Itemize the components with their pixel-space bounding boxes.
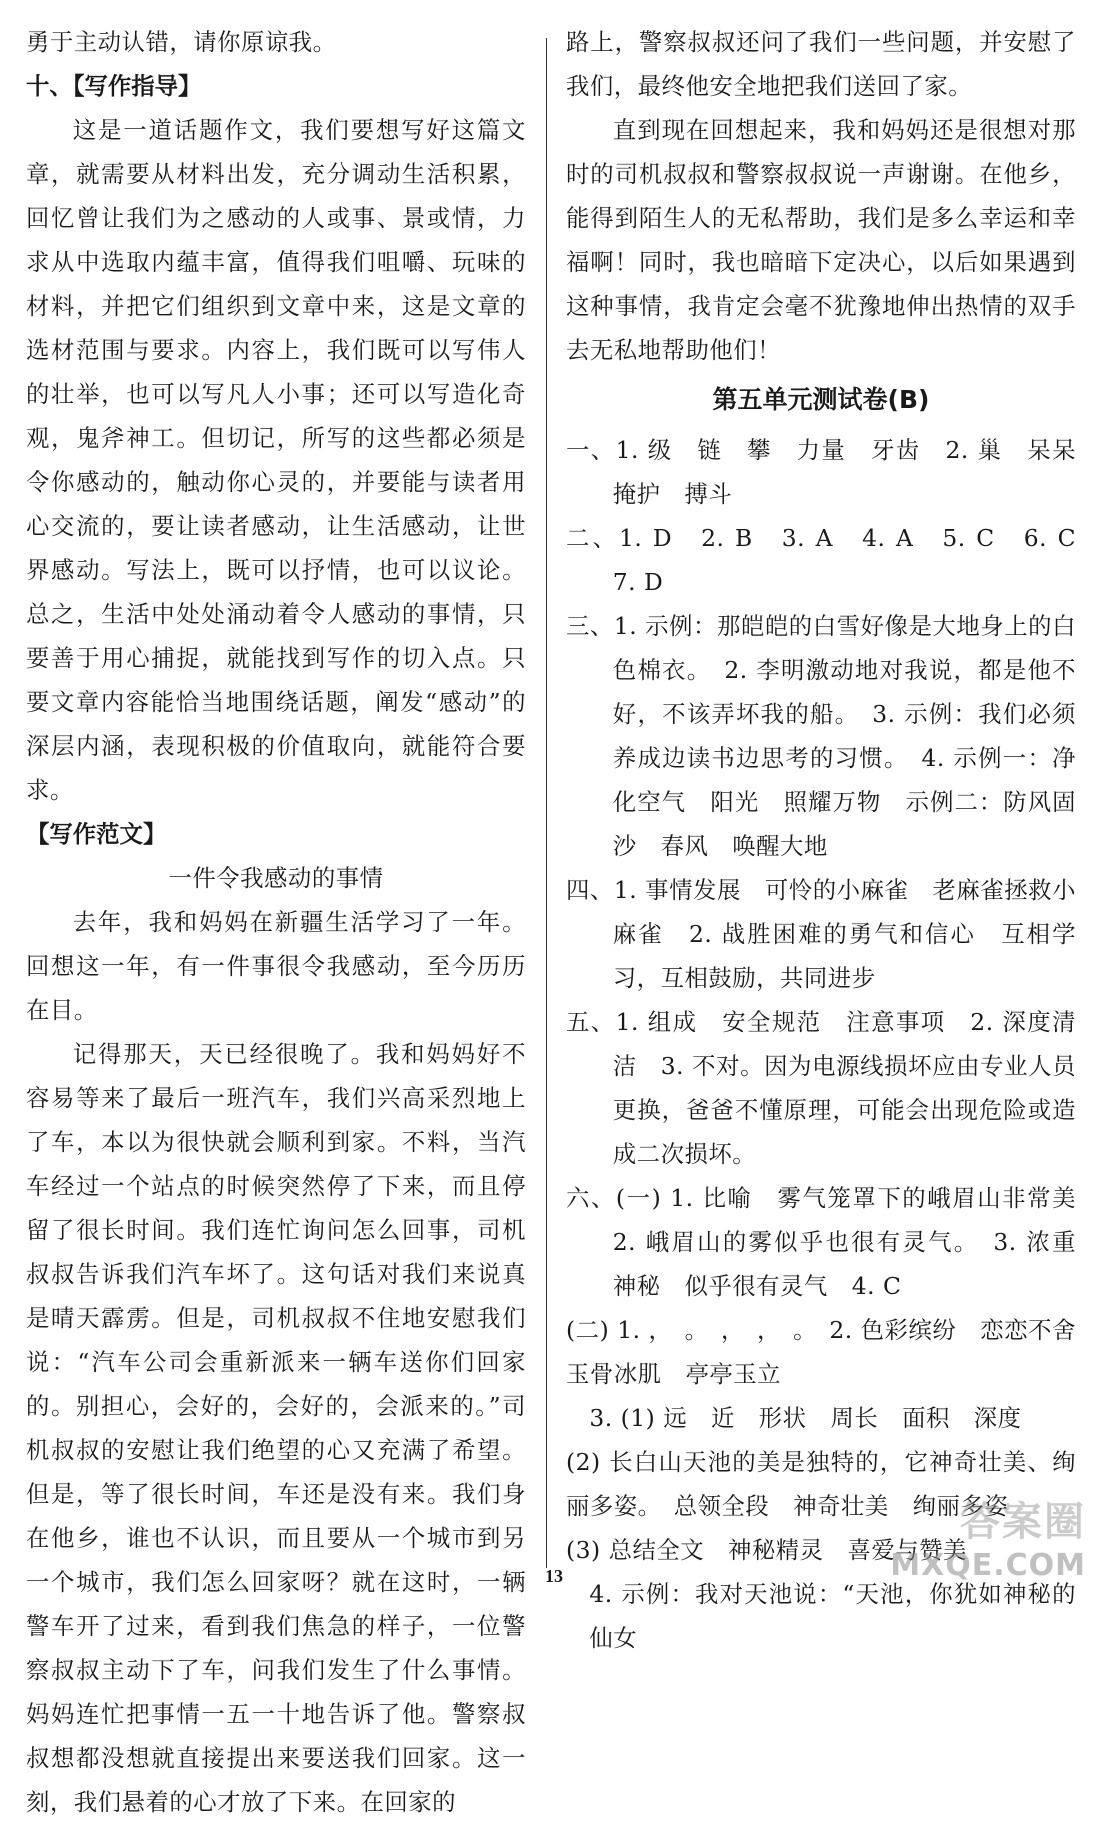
section-heading-model-essay: 【写作范文】	[26, 820, 167, 848]
essay-continuation: 路上，警察叔叔还问了我们一些问题，并安慰了我们，最终他安全地把我们送回了家。	[566, 28, 1076, 100]
unit-test-title: 第五单元测试卷(B)	[712, 385, 930, 414]
watermark-url: MXQE.COM	[890, 1548, 1086, 1583]
answer-section-6-q3-2: (2) 长白山天池的美是独特的，它神奇壮美、绚丽多姿。 总领全段 神奇壮美 绚丽多姿	[566, 1448, 1076, 1520]
answer-section-6-part-2: (二) 1. ， 。 ， ， 。 2. 色彩缤纷 恋恋不舍 玉骨冰肌 亭亭玉立	[566, 1316, 1100, 1388]
left-column	[26, 20, 526, 1824]
right-column	[566, 20, 1100, 1660]
page-number: 13	[545, 1566, 563, 1586]
section-heading-writing-guide: 十、【写作指导】	[26, 72, 202, 100]
watermark	[890, 1490, 1100, 1590]
answer-section-2: 二、1. D 2. B 3. A 4. A 5. C 6. C 7. D	[566, 524, 1100, 596]
answer-section-6-q3: 3. (1) 远 近 形状 周长 面积 深度	[589, 1404, 1022, 1432]
answer-section-3: 三、1. 示例：那皑皑的白雪好像是大地身上的白色棉衣。 2. 李明激动地对我说，都是他不好，不该弄坏我的船。 3. 示例：我们必须养成边读书边思考的习惯。 4. 示例一：净化空气 阳光 照耀万物 示例二：防风固沙 春风 唤醒大地	[566, 612, 1076, 860]
watermark-logo: 答案圈	[960, 1499, 1086, 1545]
essay-paragraph-1: 去年，我和妈妈在新疆生活学习了一年。回想这一年，有一件事很令我感动，至今历历在目。	[26, 908, 526, 1024]
essay-title: 一件令我感动的事情	[168, 864, 384, 892]
answer-section-6-part-1: 六、(一) 1. 比喻 雾气笼罩下的峨眉山非常美 2. 峨眉山的雾似乎也很有灵气。 3. 浓重 神秘 似乎很有灵气 4. C	[566, 1184, 1100, 1300]
writing-guide-text: 这是一道话题作文，我们要想写好这篇文章，就需要从材料出发，充分调动生活积累，回忆曾让我们为之感动的人或事、景或情，力求从中选取内蕴丰富，值得我们咀嚼、玩味的材料，并把它们组织到文章中来，这是文章的选材范围与要求。内容上，我们既可以写伟人的壮举，也可以写凡人小事；还可以写造化奇观，鬼斧神工。但切记，所写的这些都必须是令你感动的，触动你心灵的，并要能与读者用心交流的，要让读者感动，让生活感动，让世界感动。写法上，既可以抒情，也可以议论。总之，生活中处处涌动着令人感动的事情，只要善于用心捕捉，就能找到写作的切入点。只要文章内容能恰当地围绕话题，阐发“感动”的深层内涵，表现积极的价值取向，就能符合要求。	[26, 116, 526, 804]
answer-section-6-q4: 4. 示例：我对天池说：“天池，你犹如神秘的仙女	[589, 1580, 1076, 1652]
answer-section-1: 一、1. 级 链 攀 力量 牙齿 2. 巢 呆呆 掩护 搏斗	[566, 436, 1100, 508]
essay-paragraph-2: 记得那天，天已经很晚了。我和妈妈好不容易等来了最后一班汽车，我们兴高采烈地上了车，本以为很快就会顺利到家。不料，当汽车经过一个站点的时候突然停了下来，而且停留了很长时间。我们连忙询问怎么回事，司机叔叔告诉我们汽车坏了。这句话对我们来说真是晴天霹雳。但是，司机叔叔不住地安慰我们说：“汽车公司会重新派来一辆车送你们回家的。别担心，会好的，会好的，会派来的。”司机叔叔的安慰让我们绝望的心又充满了希望。但是，等了很长时间，车还是没有来。我们身在他乡，谁也不认识，而且要从一个城市到另一个城市，我们怎么回家呀？就在这时，一辆警车开了过来，看到我们焦急的样子，一位警察叔叔主动下了车，问我们发生了什么事情。妈妈连忙把事情一五一十地告诉了他。警察叔叔想都没想就直接提出来要送我们回家。这一刻，我们悬着的心才放了下来。在回家的	[26, 1040, 526, 1816]
answer-section-5: 五、1. 组成 安全规范 注意事项 2. 深度清洁 3. 不对。因为电源线损坏应由专业人员更换，爸爸不懂原理，可能会出现危险或造成二次损坏。	[566, 1008, 1076, 1168]
column-divider	[546, 38, 547, 1568]
answer-section-4: 四、1. 事情发展 可怜的小麻雀 老麻雀拯救小麻雀 2. 战胜困难的勇气和信心 互相学习，互相鼓励，共同进步	[566, 876, 1076, 992]
answer-section-6-q3-3: (3) 总结全文 神秘精灵 喜爱与赞美	[566, 1536, 967, 1564]
essay-closing-paragraph: 直到现在回想起来，我和妈妈还是很想对那时的司机叔叔和警察叔叔说一声谢谢。在他乡，能得到陌生人的无私帮助，我们是多么幸运和幸福啊！同时，我也暗暗下定决心，以后如果遇到这种事情，我肯定会毫不犹豫地伸出热情的双手去无私地帮助他们！	[566, 116, 1076, 364]
left-continuation: 勇于主动认错，请你原谅我。	[26, 28, 337, 56]
